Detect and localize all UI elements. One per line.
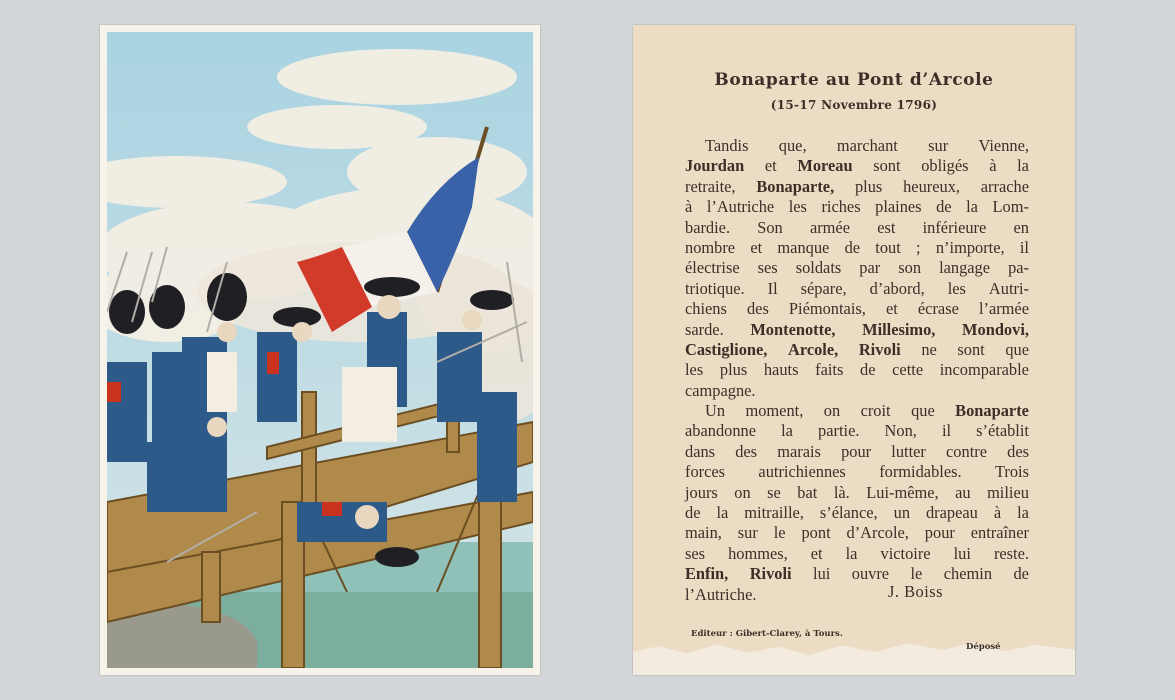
word: Millesimo, (862, 319, 936, 339)
text-line (685, 218, 1029, 238)
word: drapeau (925, 503, 978, 523)
illustration-card (100, 25, 540, 675)
word: reste. (993, 543, 1029, 563)
word: marchant (836, 136, 898, 155)
word: il (1019, 237, 1029, 257)
word: Bonaparte, (756, 176, 835, 196)
word: sarde. (685, 319, 724, 339)
word: hommes, (728, 543, 788, 563)
word: Castiglione, (685, 339, 768, 359)
word: son (898, 258, 922, 278)
word: des (1007, 441, 1029, 461)
word: on (734, 482, 751, 502)
word: chiens (685, 299, 727, 319)
word: pour (924, 523, 955, 543)
word: que (1005, 339, 1029, 359)
word: triotique. (685, 278, 745, 298)
word: bardie. (685, 217, 731, 237)
text-line (685, 177, 1029, 197)
word: plus (854, 176, 883, 196)
word: l’Autriche. (685, 584, 757, 604)
word: dans (685, 441, 716, 461)
word: Tandis (705, 136, 749, 155)
text-line (685, 156, 1029, 176)
word: Lom- (992, 197, 1029, 217)
text-line (685, 401, 1029, 421)
word: Jourdan (685, 156, 745, 176)
word: lui (813, 564, 831, 584)
text-line (685, 442, 1029, 462)
text-line (685, 279, 1029, 299)
word: mitraille, (744, 503, 804, 523)
word: jours (685, 482, 718, 502)
text-line (685, 483, 1029, 503)
word: langage (939, 258, 991, 278)
word: des (746, 299, 769, 319)
word: on (823, 401, 841, 421)
word: un (893, 503, 911, 523)
word: partie. (818, 421, 860, 441)
word: que (911, 401, 935, 421)
word: heureux, (903, 176, 960, 196)
text-line (685, 197, 1029, 217)
word: obligés (921, 156, 969, 176)
word: cette (892, 360, 924, 380)
text-line (685, 564, 1029, 584)
word: de (1013, 564, 1029, 584)
word: Trois (994, 462, 1029, 482)
word: main, (685, 523, 722, 543)
word: lutter (891, 441, 926, 461)
word: milieu (987, 482, 1029, 502)
text-line (685, 360, 1029, 380)
depose-footer: Déposé (966, 642, 1001, 652)
word: nombre (685, 237, 736, 257)
word: marais (777, 441, 821, 461)
word: la (1017, 156, 1029, 176)
word: la (781, 421, 793, 441)
word: se (767, 482, 781, 502)
word: plus (719, 360, 748, 380)
word: moment, (745, 401, 804, 421)
word: en (1013, 217, 1029, 237)
word: Moreau (797, 156, 853, 176)
word: formidables. (879, 462, 962, 482)
word: à (993, 503, 1002, 523)
word: riches (821, 197, 861, 217)
body-text (685, 136, 1029, 605)
text-line (685, 544, 1029, 564)
word: au (955, 482, 971, 502)
word: ne (921, 339, 937, 359)
word: et (764, 156, 777, 176)
paper-wear (633, 639, 1075, 675)
word: de (844, 237, 861, 257)
word: là. (833, 482, 850, 502)
word: le (773, 523, 786, 543)
word: la (1017, 503, 1029, 523)
word: ses (757, 258, 778, 278)
word: pont (801, 523, 831, 543)
word: Lui-même, (866, 482, 939, 502)
word: et (750, 237, 763, 257)
word: soldats (795, 258, 842, 278)
text-line (685, 299, 1029, 319)
word: d’abord, (869, 278, 925, 298)
text-line (685, 381, 1029, 401)
word: est (877, 217, 896, 237)
word: Non, (884, 421, 917, 441)
battle-illustration (107, 32, 533, 668)
word: manque (777, 237, 830, 257)
word: croit (860, 401, 891, 421)
word: Vienne, (978, 136, 1029, 155)
card-title: Bonaparte au Pont d’Arcole (714, 70, 994, 90)
word: Son (757, 217, 783, 237)
text-line (685, 320, 1029, 340)
word: ouvre (851, 564, 890, 584)
word: retraite, (685, 176, 736, 196)
word: pa- (1008, 258, 1029, 278)
text-line (685, 503, 1029, 523)
word: de (860, 360, 876, 380)
card-subtitle: (15-17 Novembre 1796) (770, 98, 938, 112)
word: de (936, 197, 952, 217)
word: tout (875, 237, 901, 257)
word: s’établit (976, 421, 1029, 441)
word: il (941, 421, 952, 441)
word: victoire (880, 543, 931, 563)
word: les (685, 360, 704, 380)
word: ; (916, 237, 921, 257)
signature: J. Boiss (888, 582, 944, 601)
text-line (685, 340, 1029, 360)
word: plaines (875, 197, 922, 217)
word: s’élance, (819, 503, 878, 523)
text-line (685, 421, 1029, 441)
word: abandonne (685, 421, 756, 441)
word: Montenotte, (750, 319, 836, 339)
word: écrase (917, 299, 959, 319)
text-line (685, 238, 1029, 258)
word: arrache (980, 176, 1029, 196)
word: sépare, (800, 278, 847, 298)
word: sur (737, 523, 758, 543)
word: l’armée (978, 299, 1029, 319)
word: campagne. (685, 380, 756, 400)
text-line (685, 585, 1029, 605)
word: bat (797, 482, 818, 502)
text-card (633, 25, 1075, 675)
text-line (685, 523, 1029, 543)
word: inférieure (922, 217, 987, 237)
word: contre (946, 441, 987, 461)
word: Arcole, (788, 339, 839, 359)
word: et (810, 543, 823, 563)
word: sont (873, 156, 901, 176)
word: la (716, 503, 729, 523)
word: pour (841, 441, 872, 461)
word: électrise (685, 258, 740, 278)
word: Rivoli (749, 564, 792, 584)
word: sur (928, 136, 949, 155)
word: les (947, 278, 966, 298)
word: hauts (763, 360, 799, 380)
text-line (685, 136, 1029, 156)
word: que, (778, 136, 807, 155)
word: Piémontais, (788, 299, 866, 319)
word: sont (957, 339, 985, 359)
word: à (685, 197, 693, 217)
word: Mondovi, (962, 319, 1029, 339)
word: d’Arcole, (846, 523, 909, 543)
word: incomparable (939, 360, 1029, 380)
word: de (685, 503, 701, 523)
word: la (966, 197, 978, 217)
word: l’Autriche (706, 197, 775, 217)
word: n’importe, (935, 237, 1005, 257)
word: armée (809, 217, 850, 237)
word: chemin (943, 564, 993, 584)
text-line (685, 462, 1029, 482)
word: Autri- (988, 278, 1029, 298)
word: Rivoli (858, 339, 901, 359)
word: lui (953, 543, 971, 563)
text-line (685, 258, 1029, 278)
word: par (859, 258, 881, 278)
word: et (885, 299, 898, 319)
publisher-footer: Editeur : Gibert-Clarey, à Tours. (691, 629, 843, 639)
word: entraîner (970, 523, 1029, 543)
word: à (989, 156, 997, 176)
word: le (910, 564, 923, 584)
word: Un (705, 401, 726, 421)
word: des (735, 441, 758, 461)
word: ses (685, 543, 706, 563)
word: forces (685, 462, 726, 482)
word: Il (767, 278, 778, 298)
word: Bonaparte (955, 401, 1029, 421)
word: la (845, 543, 858, 563)
word: autrichiennes (758, 462, 846, 482)
word: Enfin, (685, 564, 729, 584)
word: les (788, 197, 807, 217)
word: faits (815, 360, 844, 380)
